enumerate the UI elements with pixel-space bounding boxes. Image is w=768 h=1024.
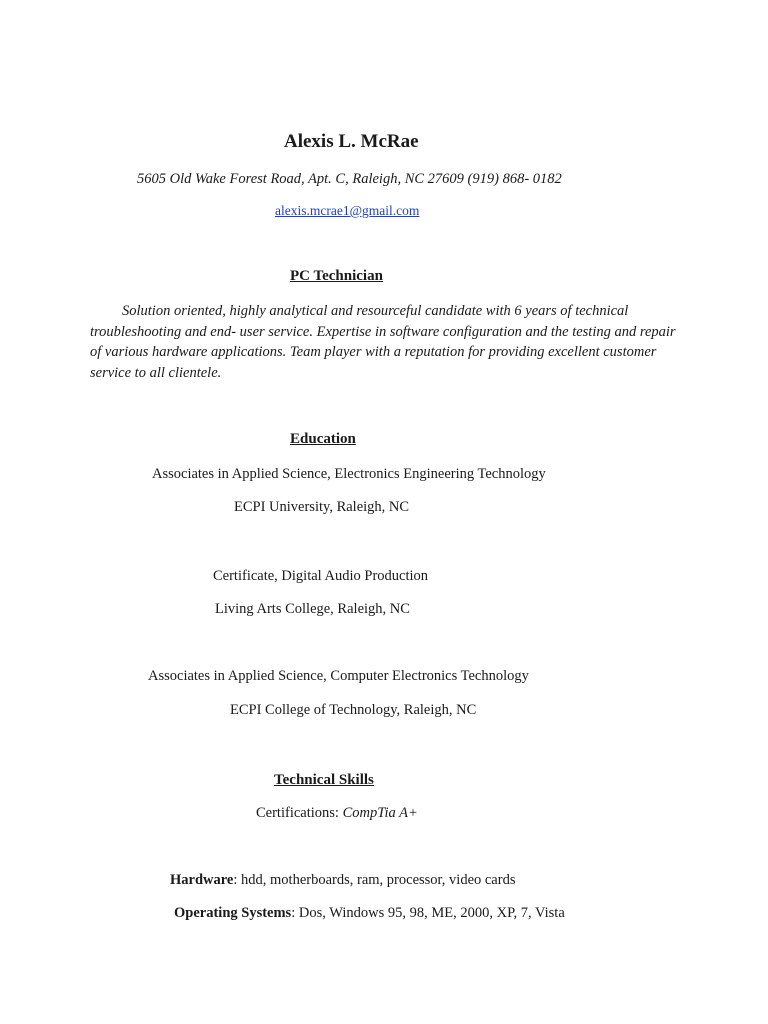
operating-systems-line xyxy=(174,905,565,922)
summary-paragraph: Solution oriented, highly analytical and resourceful candidate with 6 years of technical troubleshooting and end- user service. Expertise in software configuration and the testing and repair of various hardware applications. Team player with a reputation for providing excellent customer service to all clientele. xyxy=(90,303,676,381)
certifications-line xyxy=(256,805,418,822)
candidate-name: Alexis L. McRae xyxy=(284,131,419,152)
hardware-line xyxy=(170,872,515,889)
education-school: ECPI University, Raleigh, NC xyxy=(234,499,410,515)
certifications-value: CompTia A+ xyxy=(342,805,418,821)
operating-systems-label: Operating Systems xyxy=(174,905,292,921)
skills-heading: Technical Skills xyxy=(274,772,374,788)
education-heading: Education xyxy=(290,431,356,447)
education-degree: Associates in Applied Science, Electronics Engineering Technology xyxy=(152,466,546,482)
education-degree: Associates in Applied Science, Computer Electronics Technology xyxy=(148,668,529,684)
operating-systems-value: : Dos, Windows 95, 98, ME, 2000, XP, 7, Vista xyxy=(291,905,565,921)
email-link[interactable]: alexis.mcrae1@gmail.com xyxy=(275,203,420,218)
education-school: ECPI College of Technology, Raleigh, NC xyxy=(230,702,477,718)
hardware-label: Hardware xyxy=(170,872,234,888)
objective-heading: PC Technician xyxy=(290,268,383,284)
hardware-value: : hdd, motherboards, ram, processor, video cards xyxy=(233,872,516,888)
certifications-label: Certifications: xyxy=(256,805,343,821)
education-degree: Certificate, Digital Audio Production xyxy=(213,568,429,584)
education-school: Living Arts College, Raleigh, NC xyxy=(215,601,410,617)
contact-address: 5605 Old Wake Forest Road, Apt. C, Raleigh, NC 27609 (919) 868- 0182 xyxy=(137,171,562,187)
